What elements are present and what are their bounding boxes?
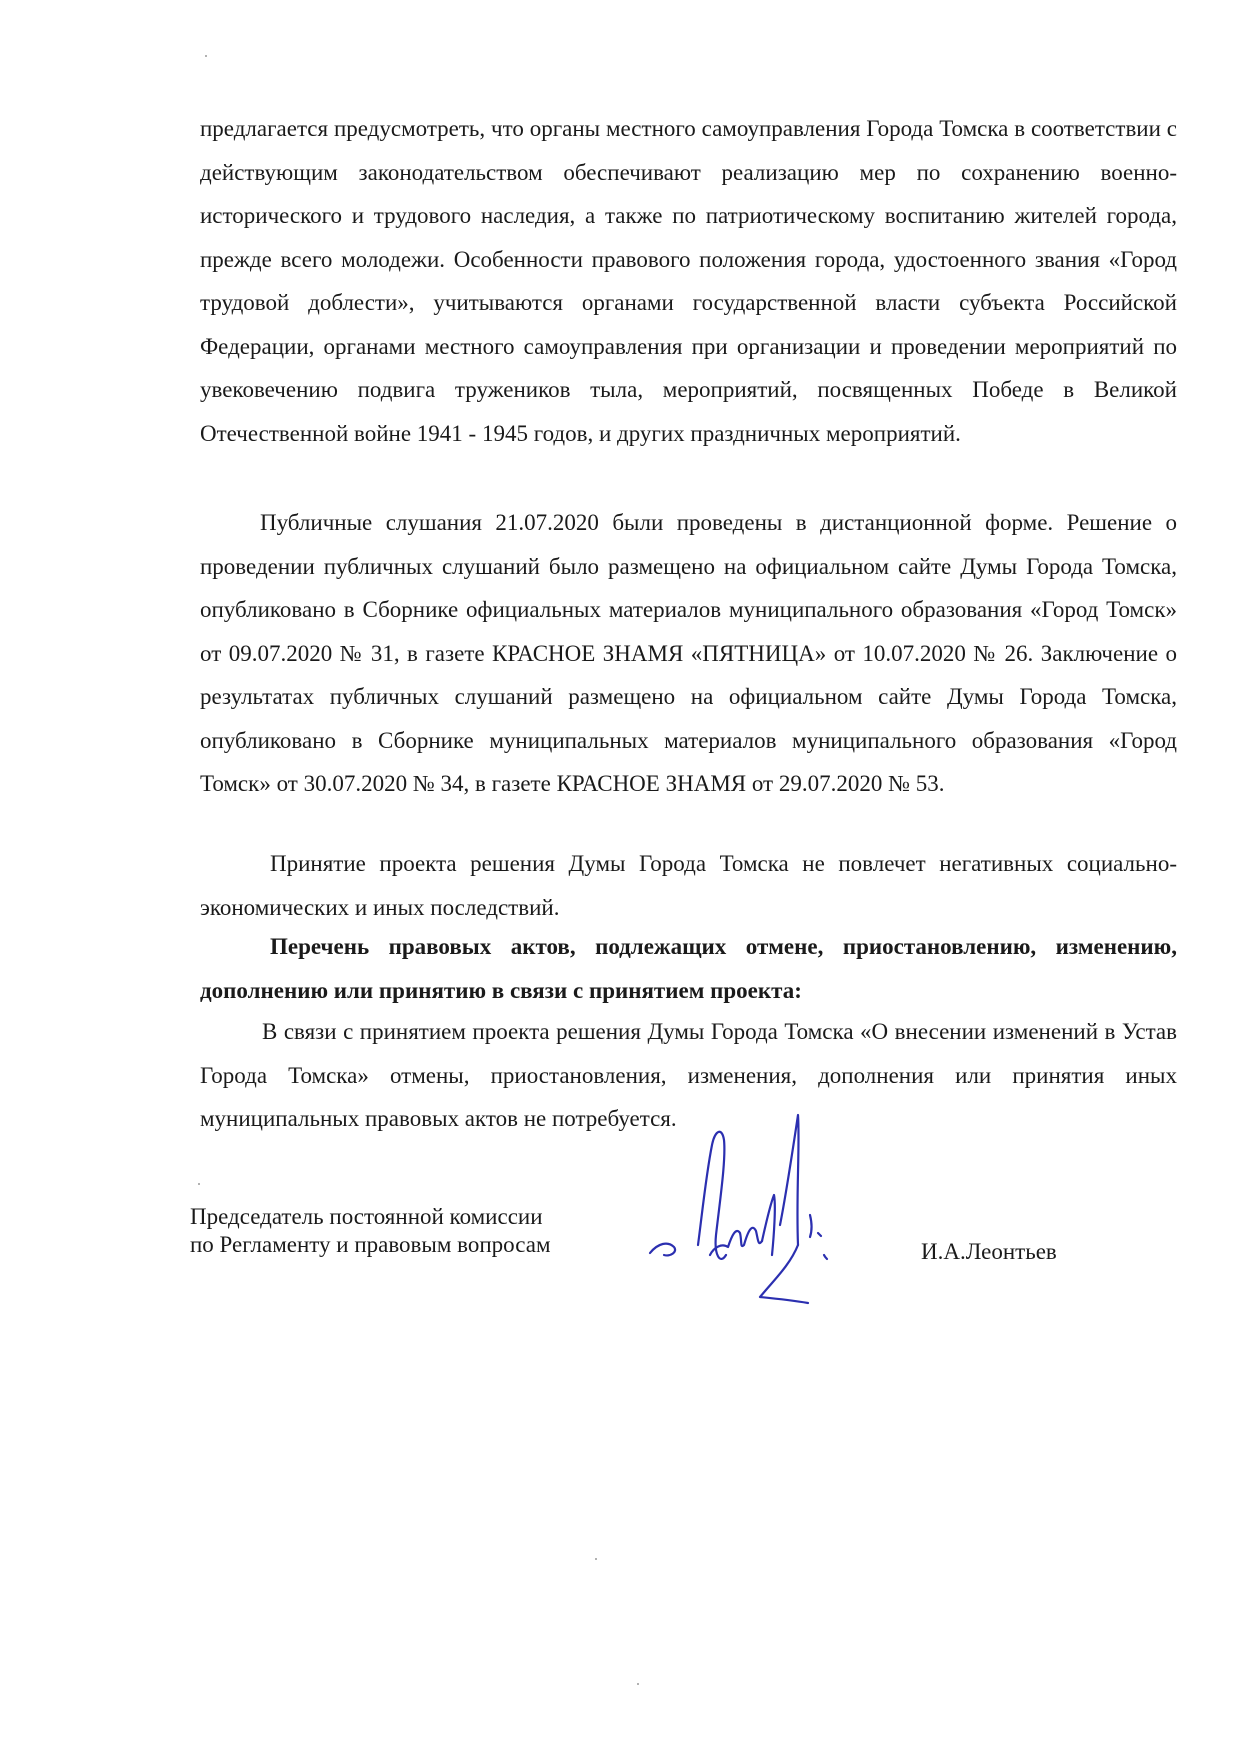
- scan-speck: [198, 1183, 200, 1185]
- paragraph-patriotic-education: [200, 107, 1177, 455]
- paragraph-consequences: [200, 842, 1177, 929]
- signatory-title-line-2: по Регламенту и правовым вопросам: [190, 1232, 551, 1257]
- signature-stroke: [818, 1233, 821, 1236]
- signature-stroke: [650, 1244, 675, 1256]
- signature-stroke: [760, 1245, 808, 1303]
- signature-stroke: [698, 1132, 726, 1259]
- paragraph-text: предлагается предусмотреть, что органы местного самоуправления Города Томска в соответствии с действующим законодательством обеспечивают реализацию мер по сохранению военно-исторического и трудового наследия, а также по патриотическому воспитанию жителей города, прежде всего молодежи. Особенности правового положения города, удостоенного звания «Город трудовой доблести», учитываются органами государственной власти субъекта Российской Федерации, органами местного самоуправления при организации и проведении мероприятий по увековечению подвига тружеников тыла, мероприятий, посвященных Победе в Великой Отечественной войне 1941 - 1945 годов, и других праздничных мероприятий.: [200, 116, 1177, 446]
- scan-speck: [637, 1683, 639, 1685]
- paragraph-text: Принятие проекта решения Думы Города Томска не повлечет негативных социально- экономических и иных последствий.: [200, 851, 1177, 920]
- signatory-name: И.А.Леонтьев: [921, 1239, 1057, 1264]
- section-heading-legal-acts: [200, 925, 1177, 1012]
- paragraph-public-hearings: [200, 501, 1177, 806]
- scan-speck: [205, 55, 207, 57]
- signature-stroke: [824, 1255, 827, 1259]
- signature-stroke: [810, 1215, 812, 1237]
- scan-speck: [595, 1558, 597, 1560]
- paragraph-text: В связи с принятием проекта решения Думы Города Томска «О внесении изменений в Устав Города Томска» отмены, приостановления, изменения, дополнения или принятия иных муниципальных правовых актов не потребуется.: [200, 1019, 1177, 1131]
- heading-text: Перечень правовых актов, подлежащих отмене, приостановлению, изменению, дополнению или принятию в связи с принятием проекта:: [200, 934, 1177, 1003]
- paragraph-text: Публичные слушания 21.07.2020 были проведены в дистанционной форме. Решение о проведении публичных слушаний было размещено на официальном сайте Думы Города Томска, опубликовано в Сборнике официальных материалов муниципального образования «Город Томск» от 09.07.2020 № 31, в газете КРАСНОЕ ЗНАМЯ «ПЯТНИЦА» от 10.07.2020 № 26. Заключение о результатах публичных слушаний размещено на официальном сайте Думы Города Томска, опубликовано в Сборнике муниципальных материалов муниципального образования «Город Томск» от 30.07.2020 № 34, в газете КРАСНОЕ ЗНАМЯ от 29.07.2020 № 53.: [200, 510, 1177, 796]
- signatory-title: [190, 1203, 551, 1259]
- signature-stroke: [762, 1195, 775, 1255]
- signature-stroke: [710, 1228, 762, 1255]
- signatory-title-line-1: Председатель постоянной комиссии: [190, 1204, 543, 1229]
- paragraph-no-changes-required: [200, 1010, 1177, 1141]
